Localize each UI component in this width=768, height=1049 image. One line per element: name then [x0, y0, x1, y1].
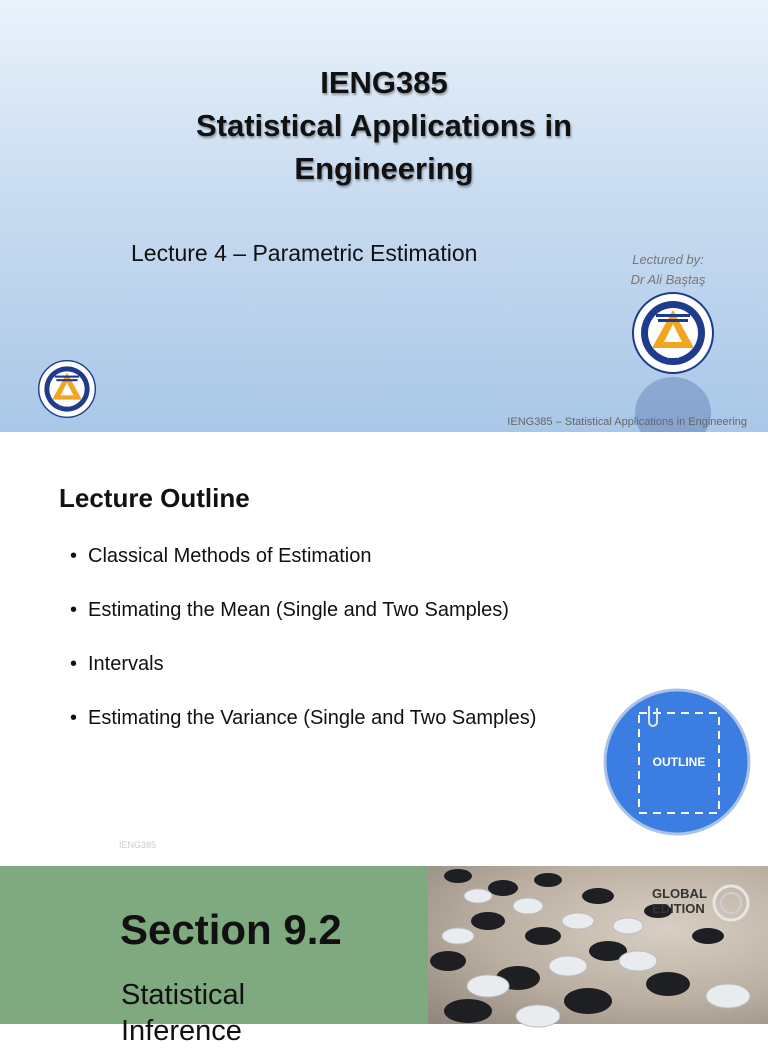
list-item: • Estimating the Mean (Single and Two Samples): [70, 596, 536, 650]
course-title-line1: Statistical Applications in: [195, 108, 573, 143]
svg-text:1979: 1979: [666, 354, 680, 360]
lectured-by-label: Lectured by:: [632, 252, 704, 267]
slide2-footer: IENG385: [119, 840, 157, 850]
svg-text:OUTLINE: OUTLINE: [652, 755, 706, 769]
section-slide: [0, 866, 768, 1047]
course-code: IENG385: [320, 65, 448, 100]
slide1-footer: IENG385 – Statistical Applications in Engineering: [507, 416, 747, 428]
outline-slide: [0, 432, 768, 866]
outline-list: [70, 542, 536, 758]
list-item: • Classical Methods of Estimation: [70, 542, 536, 596]
title-slide: [0, 0, 768, 432]
globe-icon: [712, 884, 750, 922]
lecture-subtitle: Lecture 4 – Parametric Estimation: [131, 240, 478, 266]
list-item: • Estimating the Variance (Single and Two Samples): [70, 704, 536, 758]
bullet-dot: •: [70, 545, 78, 567]
section-heading: Section 9.2: [120, 906, 342, 953]
global-edition-label: GLOBAL EDITION: [652, 886, 707, 916]
outline-badge-icon: [603, 688, 751, 836]
bullet-dot: •: [70, 707, 78, 729]
section-subtitle: Statistical Inference: [121, 979, 246, 1047]
lecturer-name: Dr Ali Baştaş: [630, 272, 706, 287]
small-university-logo: [38, 360, 96, 418]
outline-heading: Lecture Outline: [59, 483, 250, 513]
bullet-dot: •: [70, 653, 78, 675]
bullet-dot: •: [70, 599, 78, 621]
university-logo: [632, 292, 714, 374]
course-title-line2: Engineering: [294, 151, 474, 186]
list-item: • Intervals: [70, 650, 536, 704]
